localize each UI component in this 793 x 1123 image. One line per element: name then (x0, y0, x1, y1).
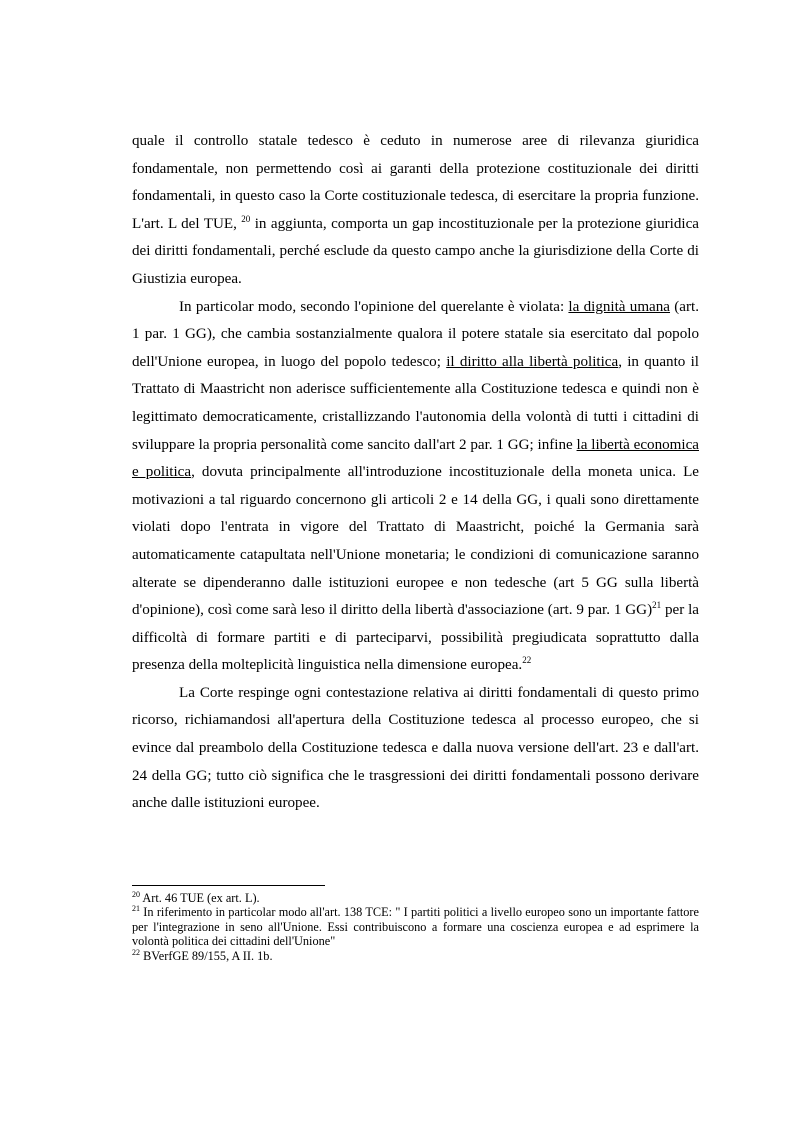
paragraph-1 (132, 128, 699, 294)
footnote-number: 20 (132, 890, 140, 899)
footnote-ref-21[interactable]: 21 (652, 600, 662, 611)
footnote-21 (132, 905, 699, 948)
underlined-liberta-politica: il diritto alla libertà politica (446, 353, 619, 370)
footnote-text: Art. 46 TUE (ex art. L). (140, 891, 260, 905)
footnotes (132, 891, 699, 963)
paragraph-1-text-a: quale il controllo statale tedesco è ceduto in numerose aree di rilevanza giuridica fondamentale, non permettendo così ai garanti della protezione costituzionale dei diritti fondamentali, in questo caso la Corte costituzionale tedesca, di esercitare la propria funzione. L'art. L del TUE, (132, 133, 699, 232)
footnote-ref-22[interactable]: 22 (522, 655, 532, 666)
footnote-22 (132, 949, 699, 963)
paragraph-2-text-e: per la difficoltà di formare partiti e di parteciparvi, possibilità pregiudicata soprattutto dalla presenza della molteplicità linguistica nella dimensione europea. (132, 602, 699, 674)
paragraph-2-text-c: , in quanto il Trattato di Maastricht non aderisce sufficientemente alla Costituzione tedesca e quindi non è legittimato democraticamente, cristallizzando l'autonomia della volontà di tutti i cittadini di sviluppare la propria personalità come sancito dall'art 2 par. 1 GG; infine (132, 353, 699, 453)
paragraph-2-text-d: , dovuta principalmente all'introduzione incostituzionale della moneta unica. Le motivazioni a tal riguardo concernono gli articoli 2 e 14 della GG, i quali sono direttamente violati dopo l'entrata in vigore del Trattato di Maastricht, poiché la Germania sarà automaticamente catapultata nell'Unione monetaria; le condizioni di comunicazione saranno alterate se dipenderanno dalle istituzioni europee e non tedesche (art 5 GG sulla libertà d'opinione), così come sarà leso il diritto della libertà d'associazione (art. 9 par. 1 GG) (132, 464, 699, 619)
footnote-text: In riferimento in particolar modo all'art. 138 TCE: " I partiti politici a livello europeo sono un importante fattore per l'integrazione in seno all'Unione. Essi contribuiscono a formare una coscienza europea e ad esprimere la volontà politica dei cittadini dell'Unione" (132, 905, 699, 949)
paragraph-2-text-b: (art. 1 par. 1 GG), che cambia sostanzialmente qualora il potere statale sia esercitato dal popolo dell'Unione europea, in luogo del popolo tedesco; (132, 298, 700, 370)
footnote-text: BVerfGE 89/155, A II. 1b. (140, 948, 273, 963)
underlined-dignita-umana: la dignità umana (568, 298, 671, 315)
footnote-separator (132, 885, 325, 886)
footnote-number: 22 (132, 947, 140, 957)
body-text (132, 128, 699, 818)
footnote-number: 21 (132, 904, 140, 914)
footnote-20 (132, 891, 699, 905)
paragraph-2 (132, 294, 699, 680)
paragraph-2-text-a: In particolar modo, secondo l'opinione del querelante è violata: (179, 298, 569, 315)
footnote-ref-20[interactable]: 20 (241, 213, 251, 224)
paragraph-3: La Corte respinge ogni contestazione relativa ai diritti fondamentali di questo primo ricorso, richiamandosi all'apertura della Costituzione tedesca al processo europeo, che si evince dal preambolo della Costituzione tedesca e dalla nuova versione dell'art. 23 e dall'art. 24 della GG; tutto ciò significa che le trasgressioni dei diritti fondamentali possono derivare anche dalle istituzioni europee. (132, 684, 699, 812)
underlined-liberta-economica: la libertà economica e politica (132, 436, 699, 481)
paragraph-1-text-b: in aggiunta, comporta un gap incostituzionale per la protezione giuridica dei diritti fondamentali, perché esclude da questo campo anche la giurisdizione della Corte di Giustizia europea. (132, 215, 700, 287)
